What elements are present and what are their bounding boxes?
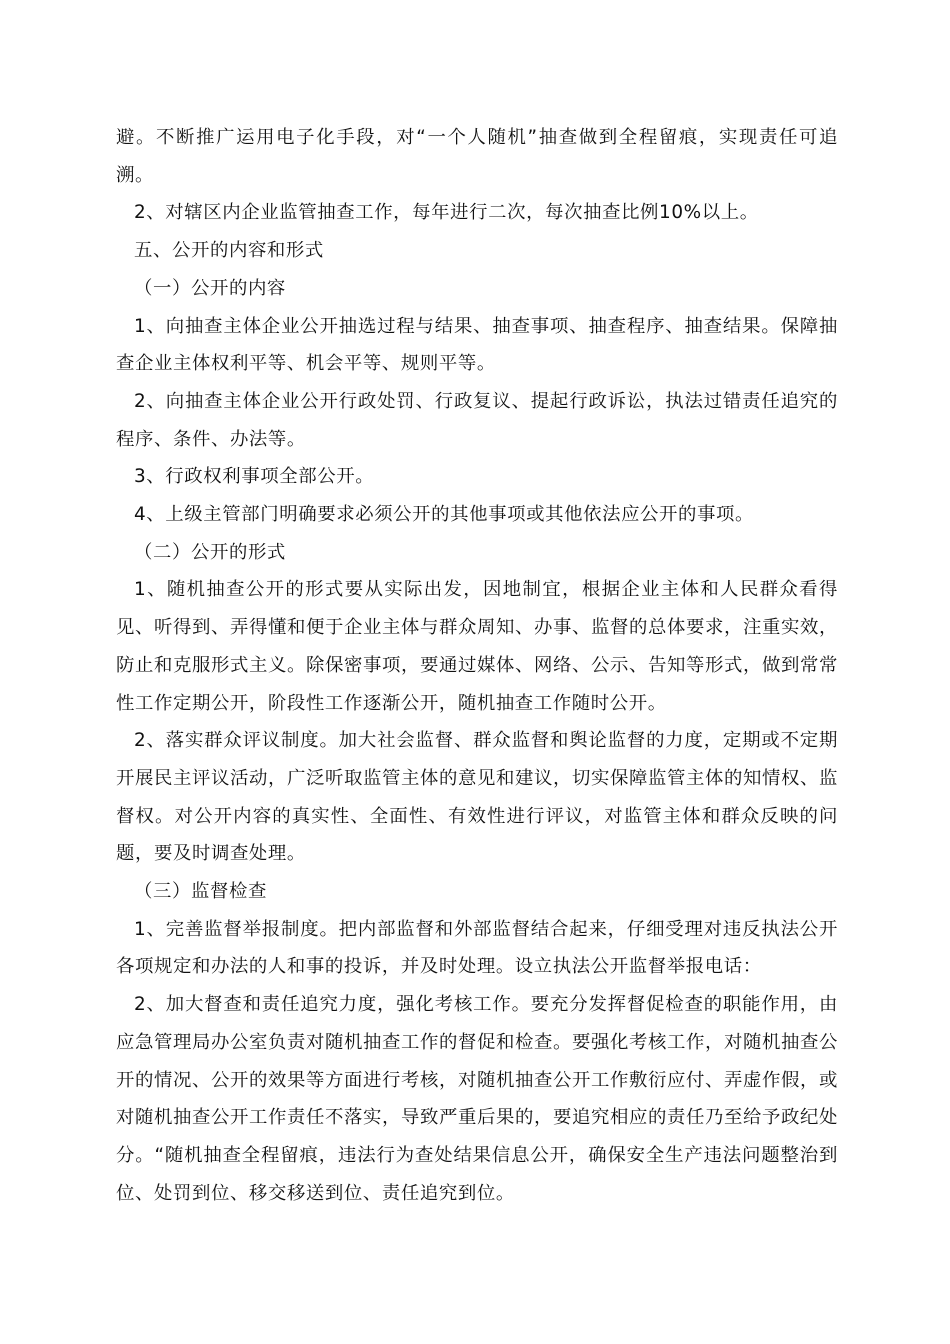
document-body: [116, 119, 838, 1212]
paragraph-content-2: 2、向抽查主体企业公开行政处罚、行政复议、提起行政诉讼，执法过错责任追究的程序、条件、办法等。: [116, 390, 838, 450]
subsection-heading-form: （二）公开的形式: [134, 541, 286, 563]
paragraph-supervision-1: 1、完善监督举报制度。把内部监督和外部监督结合起来，仔细受理对违反执法公开各项规定和办法的人和事的投诉，并及时处理。设立执法公开监督举报电话：: [116, 918, 838, 978]
section-heading-disclosure: 五、公开的内容和形式: [134, 240, 324, 262]
paragraph-content-4: 4、上级主管部门明确要求必须公开的其他事项或其他依法应公开的事项。: [134, 504, 755, 526]
paragraph-form-2: 2、落实群众评议制度。加大社会监督、群众监督和舆论监督的力度，定期或不定期开展民主评议活动，广泛听取监管主体的意见和建议，切实保障监管主体的知情权、监督权。对公开内容的真实性、全面性、有效性进行评议，对监管主体和群众反映的问题，要及时调查处理。: [116, 730, 838, 865]
paragraph-content-1: 1、向抽查主体企业公开抽选过程与结果、抽查事项、抽查程序、抽查结果。保障抽查企业主体权利平等、机会平等、规则平等。: [116, 315, 838, 375]
paragraph-continuation: 避。不断推广运用电子化手段，对“一个人随机”抽查做到全程留痕，实现责任可追溯。: [116, 127, 838, 186]
paragraph-inspection-ratio: 2、对辖区内企业监管抽查工作，每年进行二次，每次抽查比例10%以上。: [134, 202, 759, 224]
subsection-heading-supervision: （三）监督检查: [134, 881, 267, 903]
paragraph-form-1: 1、随机抽查公开的形式要从实际出发，因地制宜，根据企业主体和人民群众看得见、听得到、弄得懂和便于企业主体与群众周知、办事、监督的总体要求，注重实效，防止和克服形式主义。除保密事项，要通过媒体、网络、公示、告知等形式，做到常常性工作定期公开，阶段性工作逐渐公开，随机抽查工作随时公开。: [116, 579, 838, 714]
subsection-heading-content: （一）公开的内容: [134, 277, 286, 299]
paragraph-supervision-2: 2、加大督查和责任追究力度，强化考核工作。要充分发挥督促检查的职能作用，由应急管理局办公室负责对随机抽查工作的督促和检查。要强化考核工作，对随机抽查公开的情况、公开的效果等方面进行考核，对随机抽查公开工作敷衍应付、弄虚作假，或对随机抽查公开工作责任不落实，导致严重后果的，要追究相应的责任乃至给予政纪处分。“随机抽查全程留痕，违法行为查处结果信息公开，确保安全生产违法问题整治到位、处罚到位、移交移送到位、责任追究到位。: [116, 994, 838, 1204]
paragraph-content-3: 3、行政权利事项全部公开。: [134, 466, 375, 488]
